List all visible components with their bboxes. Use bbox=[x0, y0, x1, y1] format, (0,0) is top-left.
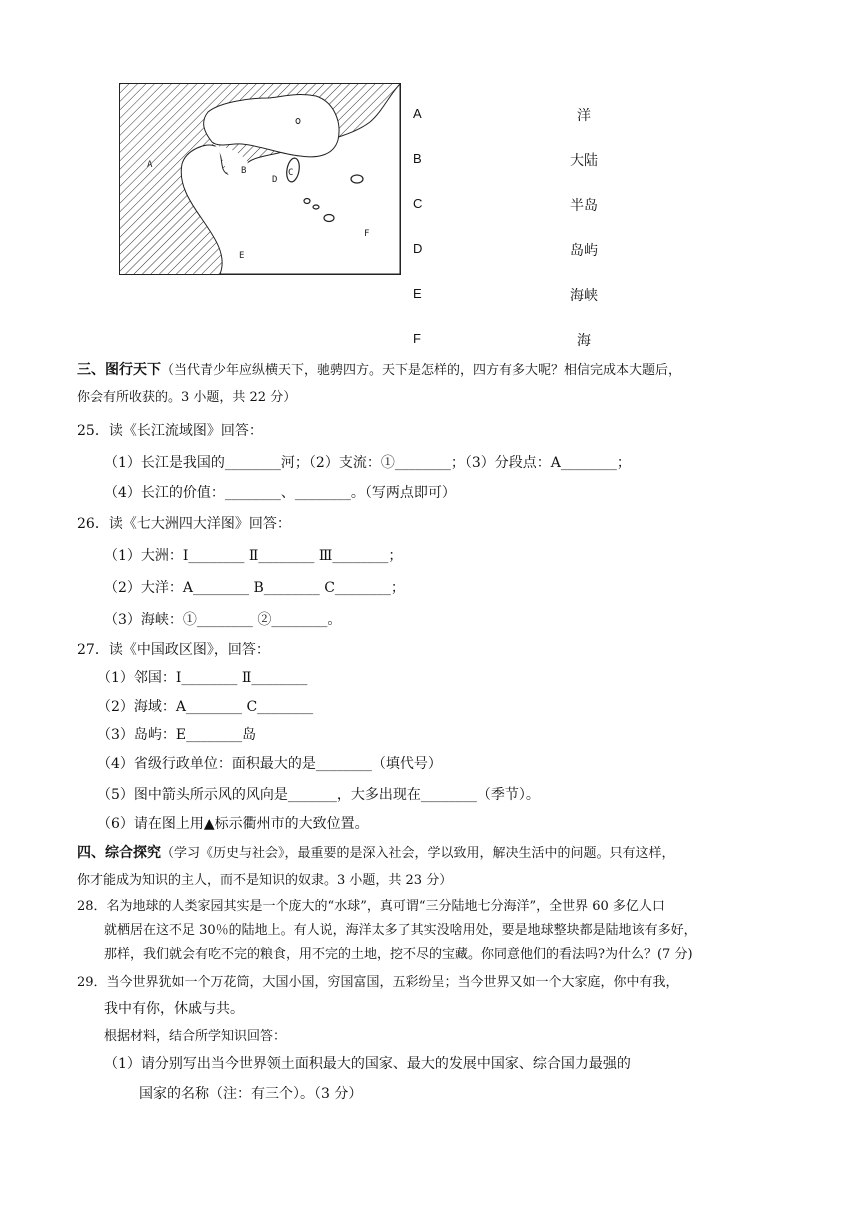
map-label-a: A bbox=[147, 160, 153, 170]
match-term: 岛屿 bbox=[570, 243, 598, 259]
q29-line3: 根据材料，结合所学知识回答： bbox=[104, 1029, 287, 1044]
q27-line4: （4）省级行政单位：面积最大的是________（填代号） bbox=[97, 756, 442, 772]
match-term: 洋 bbox=[577, 108, 591, 124]
section3-intro1: （当代青少年应纵横天下，驰骋四方。天下是怎样的，四方有多大呢？相信完成本大题后， bbox=[161, 363, 682, 378]
map-label-c: C bbox=[288, 168, 294, 178]
section4-intro1: （学习《历史与社会》，最重要的是深入社会，学以致用，解决生活中的问题。只有这样， bbox=[161, 846, 675, 861]
q29-line2: 我中有你，休戚与共。 bbox=[104, 1001, 244, 1017]
island-tiny bbox=[296, 119, 300, 124]
q25-line1: （1）长江是我国的________河；（2）支流：①________；（3）分段点：A________； bbox=[104, 455, 631, 471]
q26-line3: （3）海峡：①________ ②________。 bbox=[104, 612, 342, 628]
q26-line1: （1）大洲：Ⅰ________ Ⅱ________ Ⅲ________； bbox=[104, 548, 403, 564]
q27-line2: （2）海域：A________ C________ bbox=[97, 699, 314, 715]
island-ring bbox=[351, 175, 363, 183]
q26-line2: （2）大洋：A________ B________ C________； bbox=[104, 580, 405, 596]
q29-line5: 国家的名称（注：有三个）。（3 分） bbox=[139, 1086, 363, 1102]
q29-line4: （1）请分别写出当今世界领土面积最大的国家、最大的发展中国家、综合国力最强的 bbox=[104, 1056, 631, 1072]
q27-line5: （5）图中箭头所示风的风向是_______，大多出现在________（季节）。 bbox=[97, 787, 540, 803]
section3-intro-line1 bbox=[77, 360, 681, 381]
map-label-f: F bbox=[364, 229, 370, 239]
section4-intro-line1 bbox=[77, 843, 675, 864]
island-small-2 bbox=[313, 205, 319, 209]
match-letter: D bbox=[413, 241, 423, 256]
q25-line2: （4）长江的价值：________、________。（写两点即可） bbox=[104, 485, 456, 501]
q26-title: 26．读《七大洲四大洋图》回答： bbox=[77, 516, 291, 532]
q27-line6: （6）请在图上用▲标示衢州市的大致位置。 bbox=[97, 816, 369, 832]
match-term: 海 bbox=[577, 333, 591, 349]
q27-title: 27．读《中国政区图》，回答： bbox=[77, 642, 270, 658]
match-letter: B bbox=[413, 151, 422, 166]
q25-title: 25．读《长江流域图》回答： bbox=[77, 423, 263, 439]
q27-line3: （3）岛屿：E________岛 bbox=[97, 727, 257, 743]
map-svg bbox=[120, 84, 400, 274]
map-figure bbox=[119, 83, 401, 275]
q29-line1: 29．当今世界犹如一个万花筒，大国小国，穷国富国，五彩纷呈；当今世界又如一个大家庭，你中有我， bbox=[77, 975, 679, 990]
q27-line1: （1）邻国：Ⅰ________ Ⅱ________ bbox=[97, 670, 308, 686]
q28-line3: 那样，我们就会有吃不完的粮食，用不完的土地，挖不尽的宝藏。你同意他们的看法吗?为什么？(7 分) bbox=[104, 947, 693, 962]
map-label-b: B bbox=[241, 166, 247, 176]
map-label-d: D bbox=[272, 175, 278, 185]
match-term: 海峡 bbox=[570, 288, 598, 304]
section3-heading: 三、图行天下 bbox=[77, 362, 161, 378]
section3-intro2: 你会有所收获的。3 小题，共 22 分） bbox=[77, 390, 297, 405]
match-letter: F bbox=[413, 331, 421, 346]
q28-line2: 就栖居在这不足 30％的陆地上。有人说，海洋太多了其实没啥用处，要是地球整块都是陆地该有多好， bbox=[104, 923, 697, 938]
match-term: 大陆 bbox=[570, 153, 598, 169]
match-letter: A bbox=[413, 106, 422, 121]
match-term: 半岛 bbox=[570, 198, 598, 214]
section4-intro2: 你才能成为知识的主人，而不是知识的奴隶。3 小题，共 23 分） bbox=[77, 873, 453, 888]
match-letter: C bbox=[413, 196, 423, 211]
island-small-1 bbox=[304, 199, 310, 204]
island-small-3 bbox=[324, 215, 334, 222]
q28-line1: 28．名为地球的人类家园其实是一个庞大的“水球”，真可谓“三分陆地七分海洋”，全世界 60 多亿人口 bbox=[77, 899, 665, 914]
section4-heading: 四、综合探究 bbox=[77, 845, 161, 861]
match-letter: E bbox=[413, 286, 422, 301]
map-label-e: E bbox=[239, 251, 245, 261]
